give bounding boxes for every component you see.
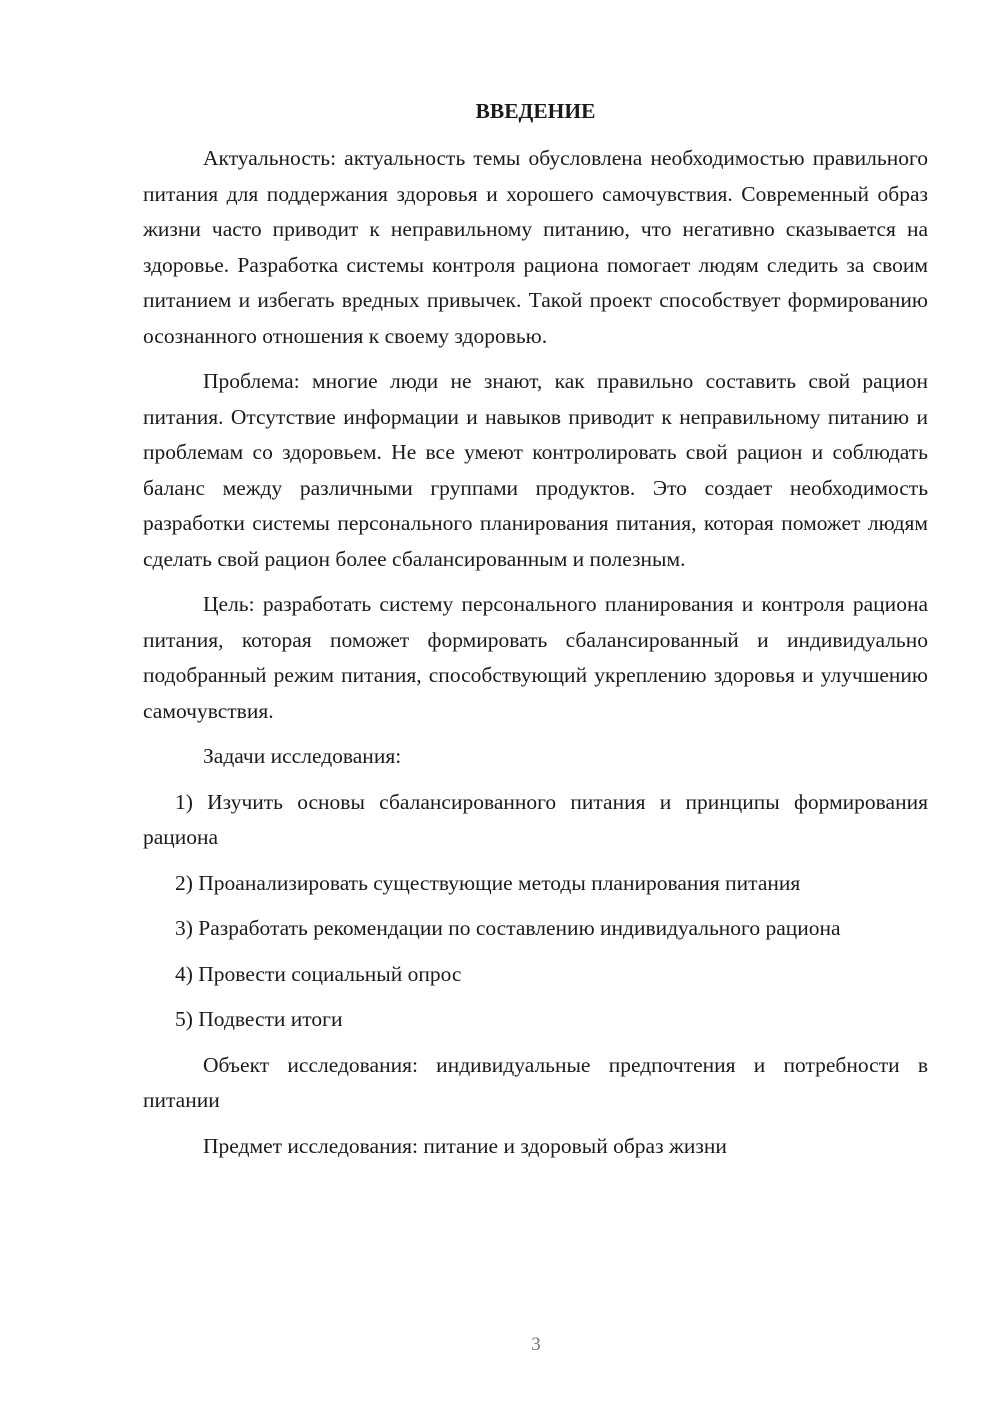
task-item: 2) Проанализировать существующие методы планирования питания xyxy=(175,870,801,895)
tasks-heading: Задачи исследования: xyxy=(203,744,402,768)
paragraph-goal: Цель: разработать систему персонального планирования и контроля рациона питания, которая поможет формировать сбалансированный и индивидуально подобранный режим питания, способствующий укреплению здоровья и улучшению самочувствия. xyxy=(143,592,928,723)
page-number: 3 xyxy=(531,1334,541,1355)
task-item: 3) Разработать рекомендации по составлению индивидуального рациона xyxy=(175,916,841,940)
task-item: 1) Изучить основы сбалансированного питания и принципы формирования рациона xyxy=(143,789,928,849)
paragraph-subject: Предмет исследования: питание и здоровый образ жизни xyxy=(203,1133,727,1158)
document-body xyxy=(143,141,928,1174)
paragraph-object: Объект исследования: индивидуальные предпочтения и потребности в питании xyxy=(143,1052,928,1112)
task-item: 4) Провести социальный опрос xyxy=(175,961,462,986)
task-item: 5) Подвести итоги xyxy=(175,1007,343,1031)
page-title: ВВЕДЕНИЕ xyxy=(475,99,596,123)
paragraph-problem: Проблема: многие люди не знают, как правильно составить свой рацион питания. Отсутствие информации и навыков приводит к неправильному питанию и проблемам со здоровьем. Не все умеют контролировать свой рацион и соблюдать баланс между различными группами продуктов. Это создает необходимость разработки системы персонального планирования питания, которая поможет людям сделать свой рацион более сбалансированным и полезным. xyxy=(143,369,928,571)
paragraph-relevance: Актуальность: актуальность темы обусловлена необходимостью правильного питания для поддержания здоровья и хорошего самочувствия. Современный образ жизни часто приводит к неправильному питанию, что негативно сказывается на здоровье. Разработка системы контроля рациона помогает людям следить за своим питанием и избегать вредных привычек. Такой проект способствует формированию осознанного отношения к своему здоровью. xyxy=(143,146,928,348)
